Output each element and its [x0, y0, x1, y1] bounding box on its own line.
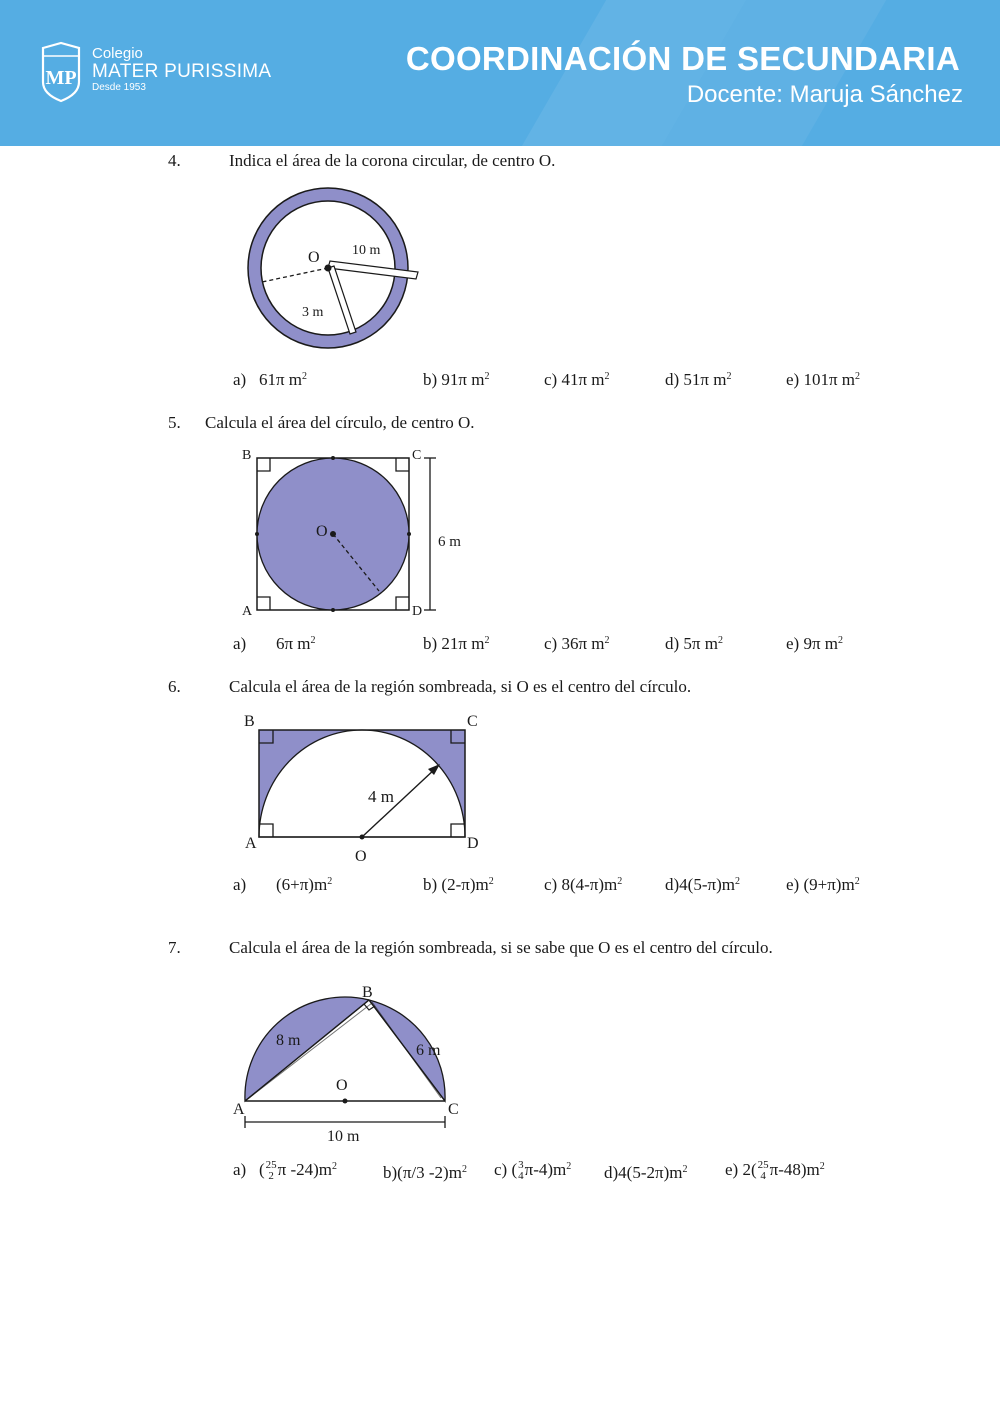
q4-figure — [236, 180, 426, 360]
q5-label-c: C — [412, 448, 422, 463]
school-name — [92, 46, 271, 94]
school-line1: Colegio — [92, 45, 143, 62]
svg-text:MP: MP — [45, 67, 77, 89]
q4-option-c: c) 41π $m^2$ — [544, 370, 610, 389]
q4-center-dot — [325, 265, 332, 272]
q7-option-b: b)(π/3 $-2)m^2$ — [383, 1163, 467, 1182]
q7-option-a: a) ( 25 2 π $-24)m^2$ — [233, 1159, 338, 1183]
header-subtitle: Docente: Maruja Sánchez — [686, 81, 963, 108]
q4-option-e: e) 101π $m^2$ — [786, 370, 861, 389]
q6-figure — [236, 708, 496, 868]
q5-option-c: c) 36π $m^2$ — [544, 634, 610, 653]
q6-option-e: e) $(9+\pi)m^2$ — [786, 875, 860, 894]
q7-number: 7. — [168, 938, 181, 957]
q5-label-a: A — [242, 604, 253, 619]
q5-option-d: d) 5π $m^2$ — [665, 634, 723, 653]
q7-label-b: B — [362, 984, 373, 1001]
q5-label-b: B — [242, 448, 252, 463]
q4-option-a: a) 61π $m^2$ — [233, 370, 308, 389]
q5-label-d: D — [412, 604, 423, 619]
q5-option-b: b) 21π $m^2$ — [423, 634, 490, 653]
q7-label-10m: 10 m — [327, 1128, 360, 1145]
q4-label-o: O — [308, 249, 320, 266]
q7-label-o: O — [336, 1077, 348, 1094]
school-crest-icon — [40, 42, 82, 102]
q7-label-c: C — [448, 1101, 459, 1118]
q7-center-dot — [343, 1099, 348, 1104]
q6-option-c: c) $8(4-\pi)m^2$ — [544, 875, 623, 894]
q7-option-c: c) ( 3 4 $\pi-4)m^2$ — [494, 1159, 572, 1183]
q7-option-e: e) 2( 25 4 $\pi-48)m^2$ — [725, 1159, 825, 1183]
q7-figure — [232, 980, 492, 1155]
q4-option-b: b) 91π $m^2$ — [423, 370, 490, 389]
q6-label-d: D — [467, 835, 479, 852]
q4-text: Indica el área de la corona circular, de centro O. — [229, 151, 556, 170]
q6-label-4m: 4 m — [368, 787, 394, 806]
header-title: COORDINACIÓN DE SECUNDARIA — [405, 40, 960, 77]
q5-label-o: O — [316, 523, 328, 540]
q6-label-o: O — [355, 848, 367, 865]
q7-label-a: A — [233, 1101, 245, 1118]
q5-text: Calcula el área del círculo, de centro O. — [205, 413, 475, 432]
q7-text: Calcula el área de la región sombreada, si se sabe que O es el centro del círculo. — [229, 938, 773, 957]
q4-option-d: d) 51π $m^2$ — [665, 370, 732, 389]
q5-figure — [236, 443, 476, 623]
q5-option-a: a) 6π $m^2$ — [233, 634, 316, 653]
school-line2: MATER PURISSIMA — [92, 61, 272, 82]
q6-option-d: $d)4(5-\pi)m^2$ — [665, 875, 740, 894]
q5-option-e: e) 9π $m^2$ — [786, 634, 844, 653]
q4-label-3m: 3 m — [302, 305, 324, 320]
q6-label-b: B — [244, 713, 255, 730]
q6-option-b: b) $(2-\pi)m^2$ — [423, 875, 494, 894]
q7-option-d: $d)4(5-2\pi)m^2$ — [604, 1163, 688, 1182]
q5-number: 5. — [168, 413, 181, 432]
q7-label-8m: 8 m — [276, 1032, 301, 1049]
page-header — [0, 0, 1000, 146]
q6-number: 6. — [168, 677, 181, 696]
q6-label-a: A — [245, 835, 257, 852]
q4-label-10m: 10 m — [352, 243, 381, 258]
q4-number: 4. — [168, 151, 181, 170]
q6-text: Calcula el área de la región sombreada, si O es el centro del círculo. — [229, 677, 692, 696]
q5-label-6m: 6 m — [438, 534, 461, 550]
q6-label-c: C — [467, 713, 478, 730]
school-line3: Desde 1953 — [92, 82, 146, 93]
q7-label-6m: 6 m — [416, 1042, 441, 1059]
q6-option-a: a) $(6+\pi)m^2$ — [233, 875, 333, 894]
